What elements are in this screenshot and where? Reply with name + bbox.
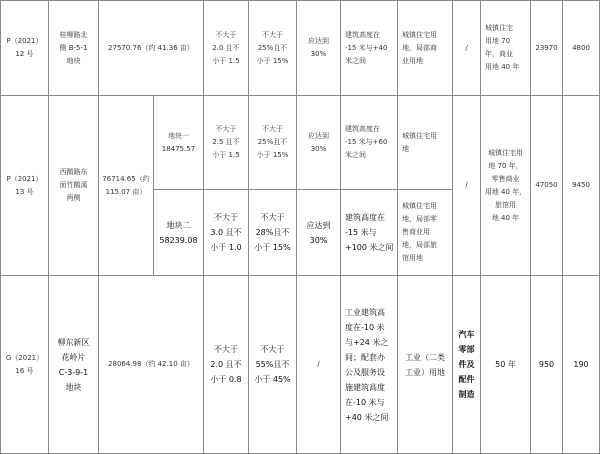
deposit: 4800 [572, 43, 590, 52]
building-density: 不大于 25%且不 小于 15% [256, 125, 289, 159]
starting-price: 23970 [535, 43, 558, 52]
starting-price: 47050 [535, 181, 558, 189]
starting-price: 950 [538, 360, 555, 369]
building-height: 建筑高度在 -15 米与+40 米之间 [345, 30, 388, 65]
building-height: 建筑高度在 -15 米与+60 米之间 [345, 125, 388, 159]
parcel-id: P（2021） 13 号 [6, 174, 43, 196]
industry-type: 汽车 零部 件及 配件 制造 [458, 330, 475, 399]
parcel-location: 桂柳路北 侧 B-5-1 地块 [59, 30, 88, 65]
use-term: 城镇住宅 用地 70 年，商业 用地 40 年 [485, 24, 520, 71]
sub-plot-name: 地块一 18475.57 [161, 131, 196, 153]
industry-type: / [465, 43, 468, 52]
parcel-area: 27570.76（约 41.36 亩） [108, 43, 194, 52]
industry-type: / [465, 181, 468, 189]
use-term: 城镇住宅用 地 70 年， 零售商业 用地 40 年， 旅馆用 地 40 年 [484, 148, 527, 222]
plot-ratio: 不大于 2.0 且不 小于 0.8 [210, 345, 242, 384]
parcel-location: 西鹅路东 面竹鹅溪 两侧 [59, 168, 88, 202]
plot-ratio: 不大于 2.0 且不 小于 1.5 [212, 30, 240, 65]
deposit: 190 [573, 360, 589, 369]
land-use: 工业（二类 工业）用地 [405, 352, 445, 377]
parcel-id: P（2021） 12 号 [6, 37, 43, 58]
building-height: 工业建筑高 度在-10 米 与+24 米之 间；配套办 公及服务设 施建筑高度 在-10 米与 +40 米之间 [345, 307, 389, 422]
green-ratio: 应达到 30% [308, 37, 329, 58]
land-use: 城镇住宅用 地，局部商 业用地 [402, 30, 437, 65]
building-density: 不大于 28%且不 小于 15% [254, 213, 291, 252]
sub-plot-name: 地块二 58239.08 [159, 220, 198, 245]
parcel-area: 28064.98（约 42.10 亩） [108, 360, 194, 368]
building-density: 不大于 55%且不 小于 45% [254, 345, 291, 384]
parcel-id: G（2021） 16 号 [5, 353, 44, 375]
green-ratio: / [317, 360, 320, 368]
parcel-location: 柳东新区 花岭片 C-3-9-1 地块 [57, 337, 90, 392]
building-height: 建筑高度在 -15 米与 +100 米之间 [345, 213, 394, 252]
use-term: 50 年 [495, 360, 516, 369]
land-use: 城镇住宅用 地，局部零 售商业用 地，局部旅 馆用地 [402, 202, 437, 262]
parcel-area: 76714.65（约 115.07 亩） [102, 174, 150, 196]
land-use: 城镇住宅用 地 [402, 131, 437, 153]
deposit: 9450 [572, 181, 590, 189]
green-ratio: 应达到 30% [308, 131, 329, 153]
green-ratio: 应达到 30% [306, 220, 331, 245]
plot-ratio: 不大于 2.5 且不 小于 1.5 [212, 125, 240, 159]
building-density: 不大于 25%且不 小于 15% [256, 30, 289, 65]
plot-ratio: 不大于 3.0 且不 小于 1.0 [210, 213, 242, 252]
